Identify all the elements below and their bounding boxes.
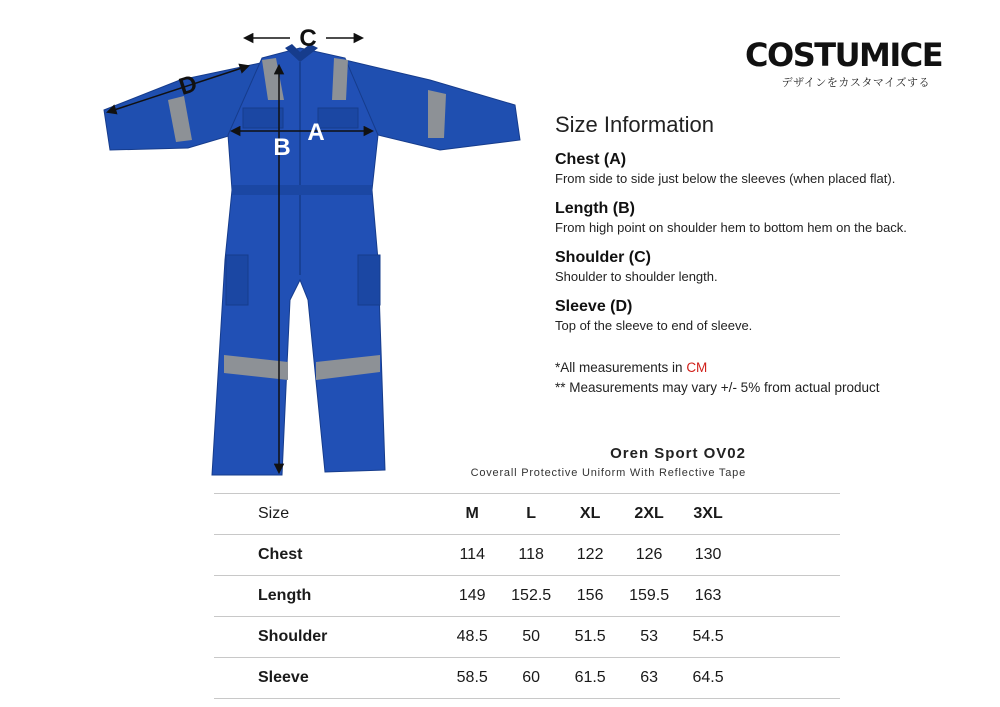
label-c: C	[299, 25, 317, 52]
row-label: Chest	[214, 535, 443, 576]
coverall-illustration	[90, 10, 530, 490]
row-label: Shoulder	[214, 617, 443, 658]
spec-title: Chest (A)	[555, 151, 627, 168]
product-subtitle: Coverall Protective Uniform With Reflective Tape	[470, 467, 746, 479]
note-units-text: *All measurements in	[555, 360, 687, 375]
table-cell: 114	[443, 535, 501, 576]
header-size-2xl: 2XL	[619, 494, 678, 535]
table-spacer	[737, 658, 840, 699]
table-spacer	[737, 576, 840, 617]
note-variance: ** Measurements may vary +/- 5% from actual product	[555, 380, 880, 395]
row-label: Sleeve	[214, 658, 443, 699]
brand-name: COSTUMICE	[745, 36, 943, 74]
table-spacer	[737, 535, 840, 576]
table-row	[214, 576, 840, 617]
table-row	[214, 658, 840, 699]
info-heading: Size Information	[555, 112, 714, 137]
spec-chest	[555, 150, 975, 187]
table-cell: 58.5	[443, 658, 501, 699]
spec-title: Sleeve (D)	[555, 298, 633, 315]
table-cell: 51.5	[561, 617, 619, 658]
spec-shoulder	[555, 248, 975, 285]
table-cell: 118	[501, 535, 560, 576]
spec-desc: Top of the sleeve to end of sleeve.	[555, 318, 753, 333]
table-cell: 152.5	[501, 576, 560, 617]
header-size-l: L	[501, 494, 560, 535]
table-row	[214, 617, 840, 658]
spec-desc: From side to side just below the sleeves (when placed flat).	[555, 171, 896, 186]
label-d: D	[175, 69, 201, 101]
header-size-label: Size	[214, 494, 443, 535]
coverall-body	[104, 44, 520, 475]
spec-title: Length (B)	[555, 200, 635, 217]
table-cell: 156	[561, 576, 619, 617]
table-cell: 48.5	[443, 617, 501, 658]
note-units	[555, 358, 975, 378]
table-cell: 60	[501, 658, 560, 699]
table-spacer	[737, 494, 840, 535]
table-cell: 64.5	[679, 658, 737, 699]
table-cell: 50	[501, 617, 560, 658]
product-name: Oren Sport OV02	[610, 445, 746, 462]
table-cell: 159.5	[619, 576, 678, 617]
spec-desc: From high point on shoulder hem to bottom hem on the back.	[555, 220, 907, 235]
table-spacer	[737, 617, 840, 658]
label-b: B	[273, 134, 291, 161]
table-header-row	[214, 494, 840, 535]
table-cell: 126	[619, 535, 678, 576]
table-cell: 63	[619, 658, 678, 699]
table-row	[214, 535, 840, 576]
measurement-notes	[555, 358, 975, 398]
spec-title: Shoulder (C)	[555, 249, 651, 266]
brand-tagline: デザインをカスタマイズする	[781, 76, 930, 89]
header-size-m: M	[443, 494, 501, 535]
header-size-3xl: 3XL	[679, 494, 737, 535]
size-chart-table	[214, 493, 840, 699]
table-cell: 53	[619, 617, 678, 658]
brand-logo	[745, 36, 943, 90]
product-label	[470, 445, 746, 479]
table-cell: 149	[443, 576, 501, 617]
note-unit-highlight: CM	[686, 360, 708, 375]
row-label: Length	[214, 576, 443, 617]
header-size-xl: XL	[561, 494, 619, 535]
label-a: A	[307, 119, 325, 146]
size-information	[555, 112, 975, 398]
spec-length	[555, 199, 975, 236]
table-cell: 122	[561, 535, 619, 576]
table-cell: 61.5	[561, 658, 619, 699]
table-cell: 163	[679, 576, 737, 617]
spec-desc: Shoulder to shoulder length.	[555, 269, 718, 284]
table-cell: 130	[679, 535, 737, 576]
table-cell: 54.5	[679, 617, 737, 658]
spec-sleeve	[555, 297, 975, 334]
